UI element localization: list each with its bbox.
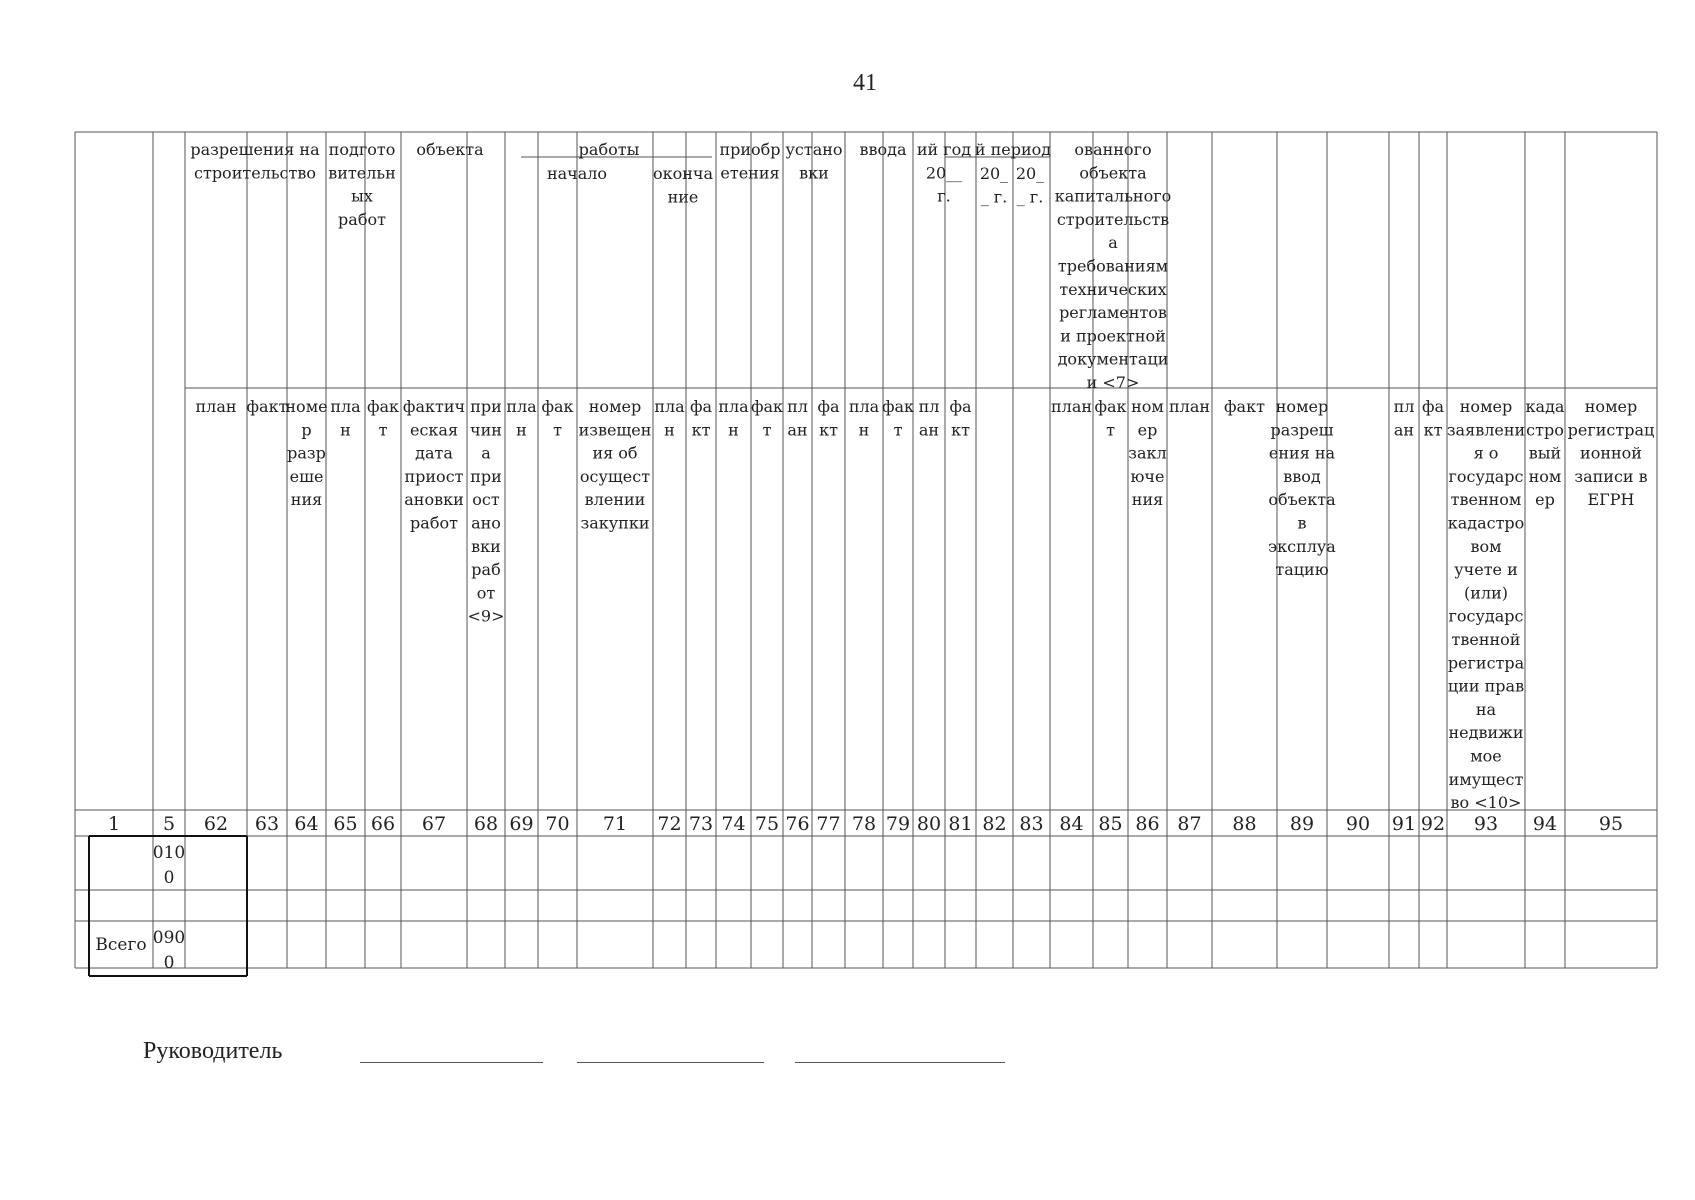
row-code-2 [153,928,185,973]
sub-header-28-line: кадастро [1447,513,1525,533]
sub-header-22-line: закл [1128,443,1167,463]
sub-header-5-line: приост [404,466,464,486]
signature-line-1 [360,1062,543,1063]
sub-header-7-line: н [516,420,527,440]
sub-header-15 [817,397,840,439]
sub-header-28-line: номер [1459,397,1513,416]
header-group-4 [547,164,607,183]
sub-header-7 [506,397,537,439]
sub-header-9-line: номер [588,397,642,416]
column-number: 84 [1059,813,1084,835]
column-number: 70 [545,813,570,835]
header-group-13-line: технических [1059,279,1167,299]
sub-header-9-line: извещен [578,420,652,440]
sub-header-28-line: заявлени [1446,420,1526,440]
sub-header-2-line: еше [289,466,324,486]
row-code-0 [153,843,185,888]
sub-header-28-line: государс [1448,606,1524,626]
sub-header-1 [247,397,288,416]
column-number: 86 [1135,813,1160,835]
sub-header-9-line: влении [584,490,646,510]
sub-header-10-line: пла [654,397,685,416]
sub-header-12-line: н [728,420,739,440]
sub-header-6-line: раб [471,560,501,580]
sub-header-28-line: (или) [1464,583,1508,603]
sub-header-15-line: кт [819,420,838,440]
header-group-8-line: ввода [859,140,907,159]
sub-header-27 [1422,397,1445,439]
sub-header-29-line: вый [1528,443,1562,463]
sub-header-2-line: разр [287,443,326,463]
sub-header-30 [1568,397,1655,509]
sub-header-6-line: при [470,397,502,416]
sub-header-21-line: фак [1094,397,1127,416]
sub-header-28-line: вом [1470,536,1502,556]
sub-header-6-line: вки [471,536,501,556]
header-group-2 [416,140,484,159]
sub-header-2 [285,397,327,509]
header-group-13 [1055,140,1171,392]
header-group-3 [579,140,640,159]
sub-header-28-line: имущест [1448,769,1524,789]
row-code-2-line: 090 [152,928,186,948]
sub-header-17 [882,397,914,439]
column-number: 78 [851,813,877,835]
sub-header-25-line: объекта [1268,490,1336,510]
header-group-11 [980,164,1008,206]
sub-header-1-line: факт [246,397,288,416]
column-number: 85 [1098,813,1123,835]
header-group-1-line: вительн [328,163,396,183]
sub-header-3 [330,397,361,439]
sub-header-13-line: фак [750,397,784,416]
sub-header-25-line: тацию [1275,560,1329,580]
sub-header-28-line: на [1475,699,1497,719]
header-group-13-line: капитального [1054,186,1172,206]
sub-header-27-line: кт [1423,420,1443,440]
sub-header-25-line: ения на [1268,443,1336,463]
sub-header-20-line: план [1050,397,1093,416]
sub-header-18-line: ан [918,420,940,440]
sub-header-28-line: твенном [1450,490,1522,510]
column-number: 82 [982,813,1007,835]
row-code-0-line: 0 [163,868,175,888]
sub-header-28-line: регистра [1447,653,1525,673]
column-number: 91 [1391,813,1417,835]
sub-header-26-line: пл [1393,397,1415,416]
header-group-6-line: приобр [719,140,781,159]
column-number: 68 [473,813,499,835]
header-group-12 [1016,164,1044,206]
column-number: 90 [1345,813,1371,835]
header-group-1-line: подгото [328,140,396,159]
sub-header-5-line: еская [409,420,459,440]
sub-header-14-line: пл [787,397,808,416]
column-number: 74 [721,813,746,835]
sub-header-13-line: т [762,420,772,440]
header-group-3-line: работы [578,140,640,159]
header-group-10-line: й период [974,140,1052,159]
sub-header-22-line: ном [1131,397,1164,416]
sub-header-25-line: номер [1275,397,1329,416]
header-group-8 [859,140,907,159]
sub-header-22-line: ер [1137,420,1158,440]
column-number: 94 [1532,813,1558,835]
sub-header-29-line: ер [1535,490,1555,510]
sub-header-28-line: во <10> [1450,793,1522,813]
sub-header-25-line: разреш [1270,420,1334,440]
sub-header-4-line: фак [366,397,400,416]
sub-header-9-line: осущест [579,466,651,486]
column-number: 77 [816,813,841,835]
header-group-13-line: объекта [1079,163,1147,183]
header-group-13-line: регламентов [1059,303,1167,323]
header-group-13-line: и <7> [1086,373,1140,392]
sub-header-17-line: т [893,420,903,440]
row-code-0-line: 010 [152,843,186,863]
sub-header-2-line: р [301,420,312,440]
sub-header-8-line: фак [541,397,574,416]
header-group-13-line: ованного [1074,140,1152,159]
sub-header-24 [1224,397,1265,416]
sub-header-22-line: юче [1130,466,1165,486]
sub-header-22 [1128,397,1166,509]
sub-header-6-line: при [470,466,502,486]
header-group-13-line: и проектной [1060,326,1166,346]
sub-header-28-line: государс [1448,466,1524,486]
sub-header-5-line: фактич [402,397,466,416]
column-number: 64 [294,813,319,835]
header-group-13-line: строительств [1056,209,1170,229]
sub-header-30-line: записи в [1574,466,1648,486]
sub-header-7-line: пла [506,397,537,416]
sub-header-26 [1394,397,1415,439]
header-group-5-line: оконча [652,164,714,183]
signature-line-3 [795,1062,1005,1063]
sub-header-16-line: н [858,420,870,440]
column-number: 66 [370,813,396,835]
sub-header-2-line: номе [285,397,328,416]
sub-header-3-line: н [340,420,351,440]
signature-label: Руководитель [143,1038,283,1064]
sub-header-29-line: ном [1528,466,1562,486]
sub-header-17-line: фак [881,397,915,416]
sub-header-6-line: чин [470,420,502,440]
sub-header-6-line: ост [472,490,500,510]
sub-header-25-line: в [1297,513,1307,533]
sub-header-8 [541,397,573,439]
sub-header-16 [849,397,880,439]
table-text [95,140,1654,973]
header-group-7-line: вки [799,163,829,183]
sub-header-29-line: стро [1526,420,1564,440]
column-number: 93 [1473,813,1499,835]
sub-header-6-line: ано [471,513,501,533]
sub-header-24-line: факт [1224,397,1265,416]
column-number: 87 [1177,813,1202,835]
sub-header-18-line: пл [918,397,940,416]
sub-header-30-line: регистрац [1567,420,1655,440]
sub-header-25-line: эксплуа [1268,536,1336,556]
header-group-4-line: начало [546,164,608,183]
header-group-11-line: 20_ [979,164,1009,183]
header-group-9-line: ий год [916,140,972,159]
header-group-5-line: ние [667,187,699,207]
column-number: 83 [1019,813,1044,835]
column-number: 95 [1598,813,1624,835]
sub-header-6-line: а [481,443,491,463]
sub-header-0-line: план [195,397,237,416]
sub-header-30-line: ионной [1580,443,1642,463]
column-number: 65 [333,813,358,835]
page-number: 41 [853,70,877,96]
sub-header-25-line: ввод [1283,466,1321,486]
header-group-9 [917,140,971,206]
sub-header-27-line: фа [1421,397,1445,416]
sub-header-2-line: ния [290,490,323,510]
sub-header-11 [690,397,713,439]
sub-header-9-line: закупки [580,513,650,533]
sub-header-22-line: ния [1131,490,1164,510]
column-number: 80 [916,813,942,835]
sub-header-21-line: т [1106,420,1115,440]
header-group-12-line: _ г. [1016,187,1044,207]
header-group-7 [785,140,842,182]
column-number: 62 [203,813,229,835]
sub-header-21 [1094,397,1126,439]
header-group-12-line: 20_ [1015,164,1045,183]
sub-header-6-line: от [476,583,496,603]
sub-header-12 [718,397,749,439]
header-group-1-line: работ [338,209,386,229]
header-group-6-line: етения [720,163,780,183]
sub-header-8-line: т [553,420,562,440]
column-number: 92 [1420,813,1446,835]
sub-header-29 [1526,397,1565,509]
column-number: 67 [421,813,447,835]
sub-header-0 [195,397,236,416]
column-number: 81 [948,813,973,835]
header-group-9-line: 20__ [925,163,963,183]
column-number: 5 [162,813,176,835]
header-group-13-line: а [1108,233,1118,253]
sub-header-29-line: када [1525,397,1565,416]
column-number: 72 [657,813,682,835]
sub-header-15-line: фа [817,397,840,416]
sub-header-26-line: ан [1393,420,1415,440]
sub-header-18 [919,397,940,439]
column-number: 71 [602,813,628,835]
column-number: 63 [254,813,280,835]
table-grid-lines [75,132,1657,976]
signature-line-2 [577,1062,764,1063]
header-group-6 [719,140,780,182]
sub-header-30-line: номер [1584,397,1638,416]
sub-header-5-line: дата [415,443,453,463]
sub-header-4-line: т [378,420,388,440]
column-number: 75 [754,813,780,835]
sub-header-5-line: работ [410,513,458,533]
sub-header-28-line: мое [1470,746,1502,766]
header-group-13-line: документаци [1057,349,1169,369]
header-group-7-line: устано [785,140,843,159]
sub-header-6-line: <9> [467,606,505,626]
sub-header-19 [949,397,972,439]
column-number: 69 [509,813,534,835]
header-group-0-line: разрешения на [190,140,320,159]
sub-header-5 [403,397,465,533]
column-number: 89 [1289,813,1315,835]
sub-header-23 [1169,397,1210,416]
header-group-2-line: объекта [416,140,484,159]
sub-header-28-line: я о [1473,443,1499,463]
sub-header-30-line: ЕГРН [1587,490,1635,510]
row-code-2-line: 0 [163,953,175,973]
header-group-13-line: требованиям [1057,256,1169,276]
sub-header-19-line: кт [951,420,970,440]
row-label: Всего [95,935,147,955]
column-number: 73 [688,813,714,835]
sub-header-10-line: н [664,420,675,440]
header-group-11-line: _ г. [980,187,1008,207]
sub-header-6 [468,397,505,626]
sub-header-11-line: фа [689,397,713,416]
sub-header-3-line: пла [330,397,361,416]
sub-header-28-line: твенной [1451,630,1521,649]
column-number: 1 [107,813,121,835]
sub-header-14-line: ан [787,420,808,440]
sub-header-25 [1268,397,1336,579]
header-group-0-line: строительство [194,163,316,183]
sub-header-9-line: ия об [592,443,638,463]
header-group-10 [975,140,1051,159]
sub-header-16-line: пла [848,397,880,416]
sub-header-28 [1447,397,1525,812]
sub-header-13 [751,397,783,439]
sub-header-4 [367,397,399,439]
header-group-1-line: ых [351,186,373,206]
sub-header-28-line: недвижи [1448,723,1524,743]
sub-header-9 [579,397,652,533]
column-number: 79 [885,813,911,835]
sub-header-5-line: ановки [404,490,464,510]
header-group-5 [653,164,714,206]
sub-header-10 [654,397,685,439]
sub-header-28-line: ции прав [1447,676,1525,696]
column-number: 76 [785,813,810,835]
column-number: 88 [1232,813,1257,835]
sub-header-19-line: фа [949,397,972,416]
sub-header-14 [787,397,808,439]
header-group-1 [328,140,396,229]
sub-header-23-line: план [1168,397,1211,416]
sub-header-12-line: пла [718,397,749,416]
sub-header-28-line: учете и [1454,560,1518,580]
sub-header-20 [1051,397,1092,416]
sub-header-11-line: кт [691,420,711,440]
header-group-0 [190,140,320,182]
header-group-9-line: г. [937,186,951,206]
